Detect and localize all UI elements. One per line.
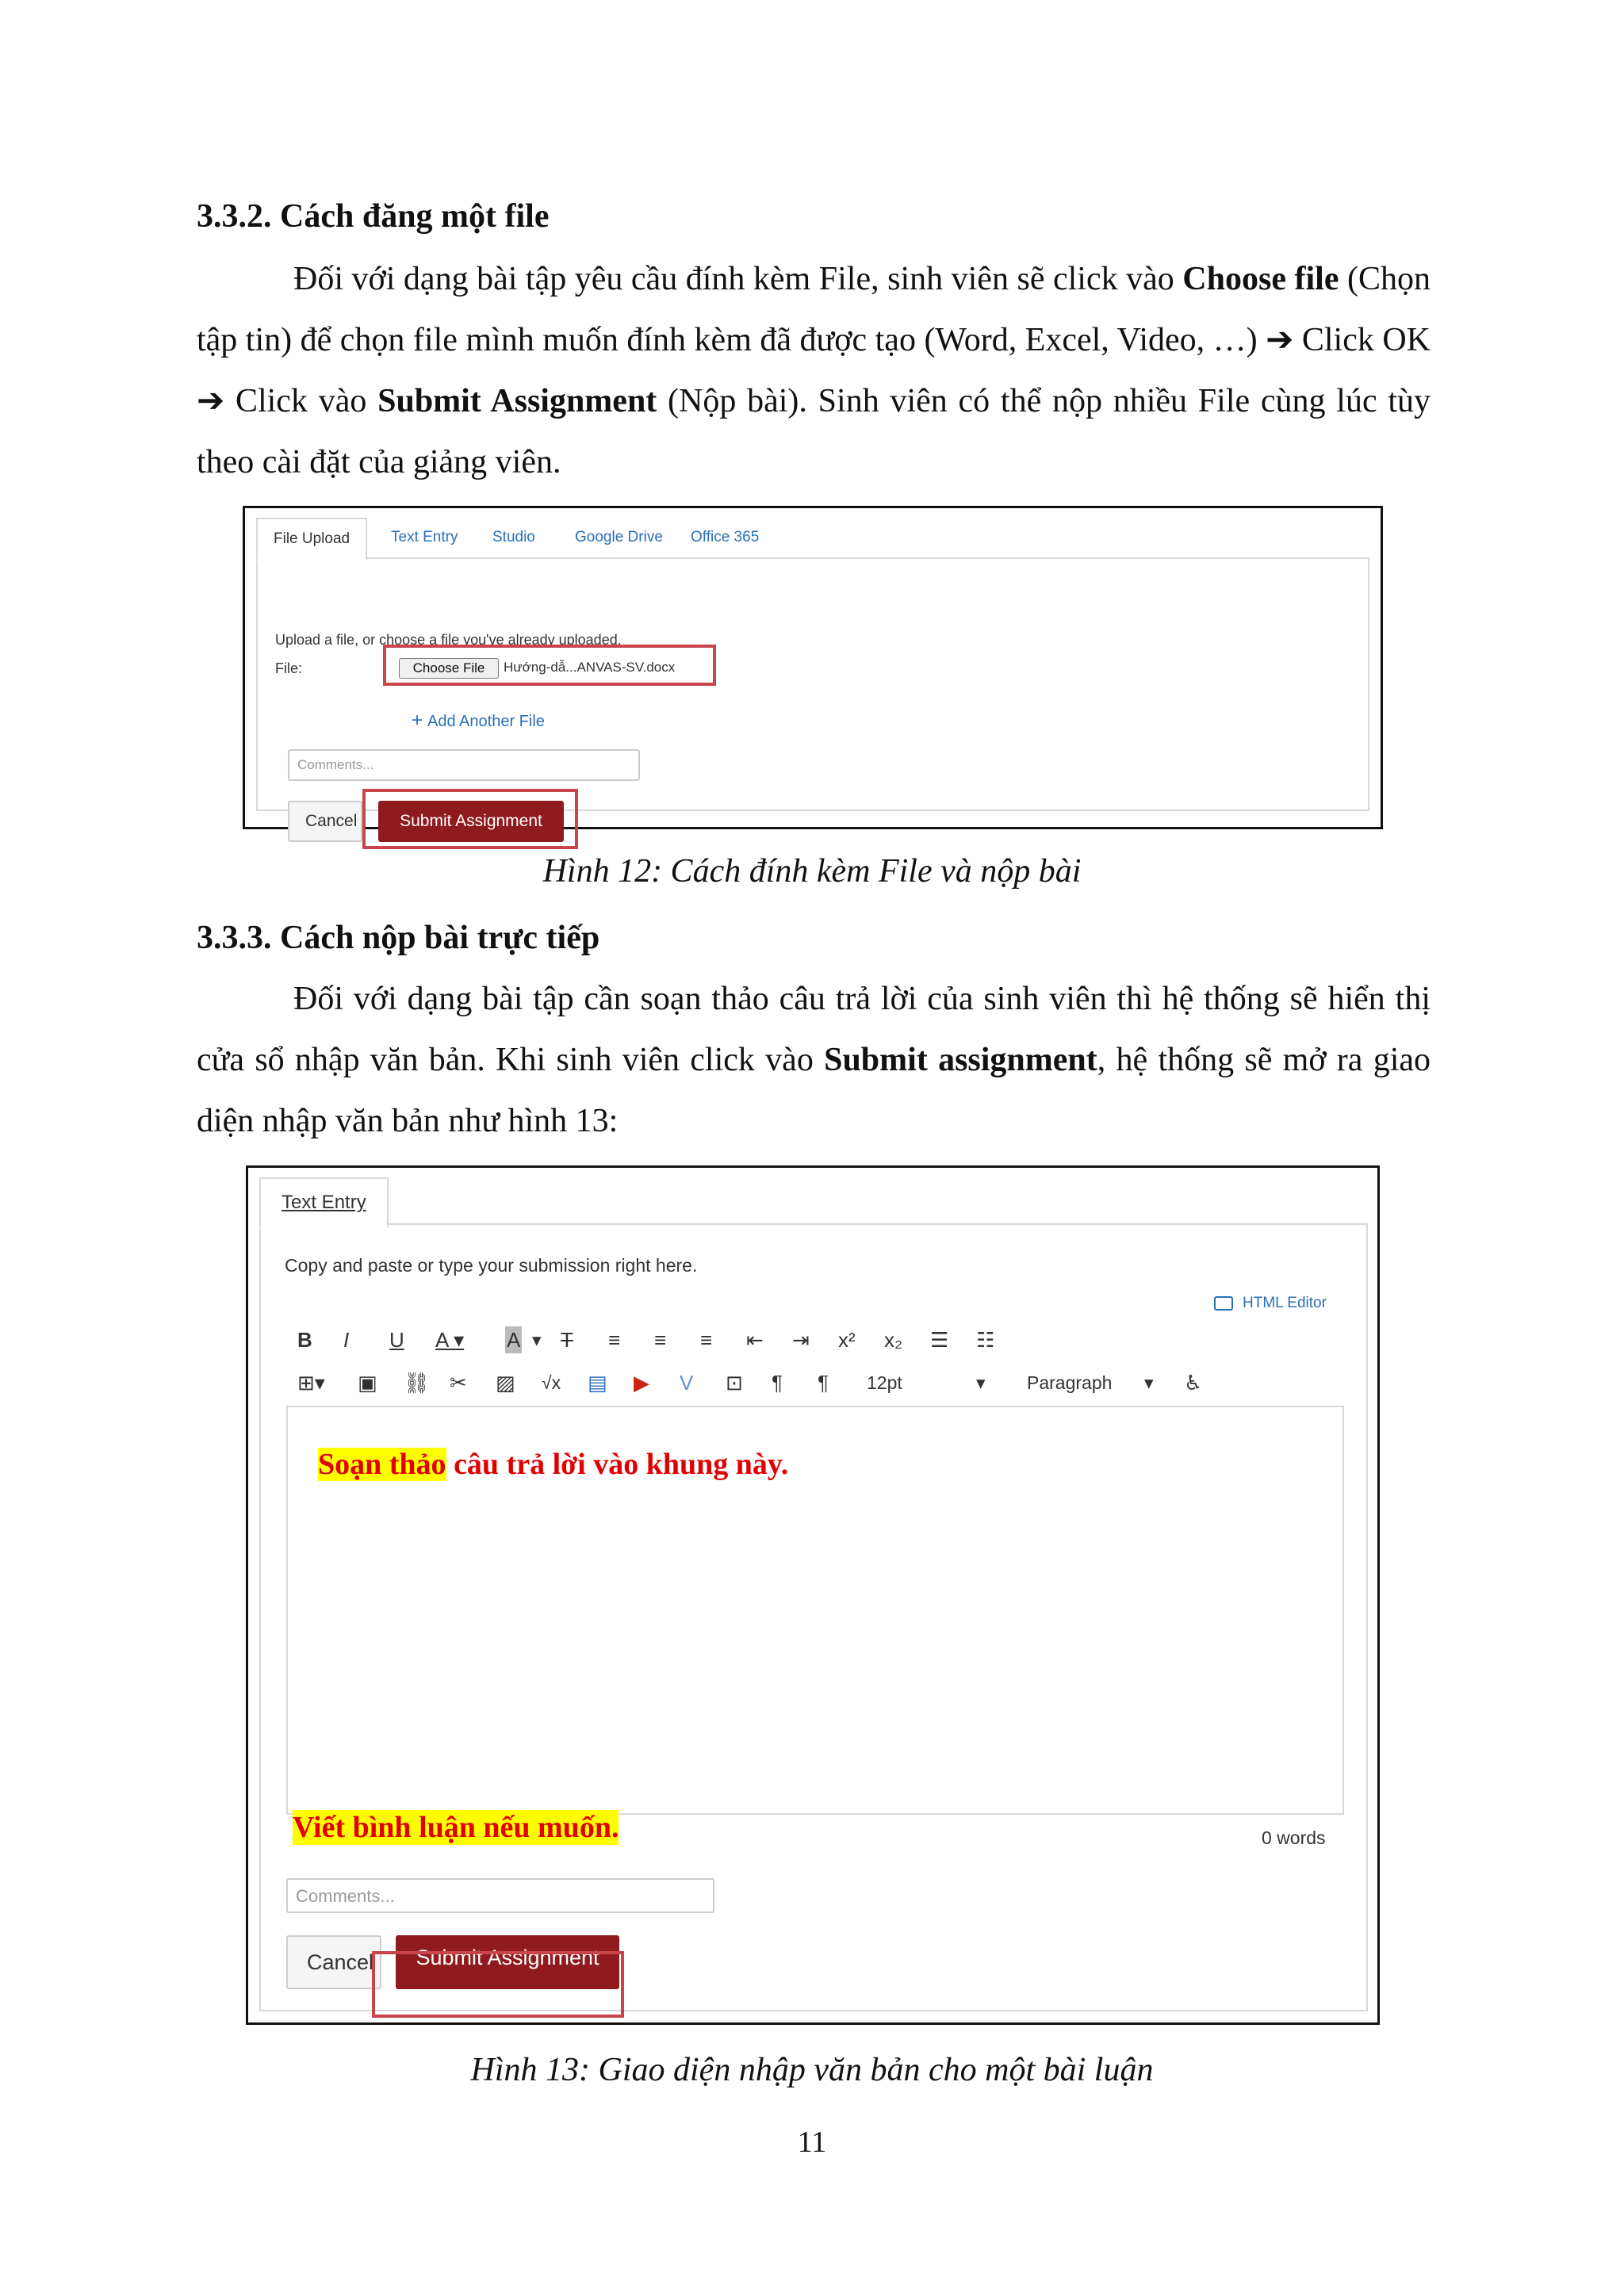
ltr-icon[interactable]: ¶ (772, 1371, 783, 1395)
arrow-icon: ➔ (197, 383, 225, 419)
comments-field[interactable]: Comments... (288, 749, 640, 781)
comment-annotation: Viết bình luận nếu muốn. (293, 1811, 619, 1844)
submit-highlight (372, 1951, 624, 2018)
chevron-down-icon[interactable]: ▾ (1144, 1372, 1154, 1393)
figure-13-caption: Hình 13: Giao diện nhập văn bản cho một bài luận (470, 2052, 1154, 2088)
bullet-list-icon[interactable]: ☰ (930, 1328, 949, 1352)
rtl-icon[interactable]: ¶ (818, 1371, 829, 1395)
vimeo-icon[interactable]: V (680, 1371, 694, 1395)
clear-formatting-icon[interactable]: T (561, 1328, 573, 1352)
tab-office-365[interactable]: Office 365 (691, 529, 760, 545)
image-icon[interactable]: ▨ (496, 1371, 515, 1395)
selected-file-name: Hướng-dẫ...ANVAS-SV.docx (504, 660, 676, 675)
keyboard-icon (1214, 1296, 1233, 1311)
equation-icon[interactable]: √x (542, 1372, 561, 1393)
align-right-icon[interactable]: ≡ (700, 1328, 713, 1352)
submission-instruction: Copy and paste or type your submission right here. (285, 1255, 698, 1276)
submit-highlight (362, 789, 578, 849)
align-center-icon[interactable]: ≡ (654, 1328, 667, 1352)
choose-file-button[interactable]: Choose File (399, 658, 499, 679)
section-heading-333: 3.3.3. Cách nộp bài trực tiếp (197, 920, 600, 956)
cancel-button[interactable]: Cancel (288, 801, 362, 842)
section-333-paragraph: Đối với dạng bài tập cần soạn thảo câu trả lời của sinh viên thì hệ thống sẽ hiển thị cửa sổ nhập văn bản. Khi sinh viên click vào Submit assignment, hệ thống sẽ mở ra giao diện nhập văn bản như hình 13: (197, 981, 1431, 1139)
link-icon[interactable]: ⛓ (404, 1371, 431, 1395)
add-another-file-link[interactable]: + Add Another File (412, 710, 545, 731)
underline-icon[interactable]: U (389, 1328, 404, 1352)
background-color-icon[interactable]: A (507, 1328, 521, 1352)
table-icon[interactable]: ⊞▾ (297, 1371, 325, 1395)
submit-assignment-button[interactable]: Submit Assignment (396, 1935, 619, 1989)
tab-text-entry[interactable]: Text Entry (259, 1177, 389, 1228)
answer-annotation: Soạn thảo câu trả lời vào khung này. (318, 1448, 789, 1481)
tab-text-entry[interactable]: Text Entry (391, 529, 458, 545)
italic-icon[interactable]: I (343, 1328, 350, 1352)
youtube-icon[interactable]: ▶ (634, 1371, 649, 1395)
section-332-paragraph: Đối với dạng bài tập yêu cầu đính kèm File, sinh viên sẽ click vào Choose file (Chọn tập tin) để chọn file mình muốn đính kèm đã được tạo (Word, Excel, Video, …) ➔ Click OK ➔ Click vào Submit Assignment (Nộp bài). Sinh viên có thể nộp nhiều File cùng lúc tùy theo cài đặt của giảng viên. (197, 261, 1431, 480)
tab-google-drive[interactable]: Google Drive (575, 529, 663, 545)
subscript-icon[interactable]: x₂ (884, 1328, 903, 1352)
font-size-select[interactable]: 12pt (867, 1372, 902, 1393)
comments-field[interactable]: Comments... (286, 1878, 714, 1913)
indent-icon[interactable]: ⇥ (792, 1328, 810, 1352)
unlink-icon[interactable]: ✂ (450, 1371, 467, 1395)
align-left-icon[interactable]: ≡ (608, 1328, 621, 1352)
section-heading-332: 3.3.2. Cách đăng một file (197, 198, 550, 235)
tab-file-upload[interactable]: File Upload (256, 518, 367, 561)
chevron-down-icon[interactable]: ▾ (976, 1372, 986, 1393)
upload-panel (256, 557, 1369, 830)
figure-12-caption: Hình 12: Cách đính kèm File và nộp bài (542, 853, 1082, 890)
choose-file-highlight (383, 645, 716, 686)
html-editor-link[interactable]: HTML Editor (1214, 1295, 1327, 1312)
embed-icon[interactable]: ▤ (588, 1371, 607, 1395)
accessibility-icon[interactable]: ♿ (1184, 1371, 1203, 1395)
numbered-list-icon[interactable]: ☷ (976, 1328, 995, 1352)
paragraph-format-select[interactable]: Paragraph (1027, 1372, 1113, 1393)
submit-assignment-button[interactable]: Submit Assignment (378, 801, 564, 842)
upload-instruction: Upload a file, or choose a file you've already uploaded. (275, 632, 622, 648)
tab-studio[interactable]: Studio (492, 529, 535, 545)
file-label: File: (275, 660, 303, 676)
figure-13-text-entry (246, 1165, 1380, 2025)
superscript-icon[interactable]: x² (838, 1328, 856, 1352)
media-icon[interactable]: ▣ (358, 1371, 377, 1395)
word-count: 0 words (1262, 1827, 1326, 1848)
arrow-icon: ➔ (1266, 322, 1294, 358)
plus-icon: + (412, 710, 423, 731)
chevron-down-icon[interactable]: ▾ (532, 1330, 542, 1350)
rich-text-editor[interactable] (286, 1406, 1344, 1815)
text-color-icon[interactable]: A ▾ (435, 1328, 465, 1352)
figure-12-file-upload (243, 506, 1383, 829)
cancel-button[interactable]: Cancel (286, 1935, 381, 1989)
record-media-icon[interactable]: ⊡ (726, 1371, 743, 1395)
outdent-icon[interactable]: ⇤ (746, 1328, 764, 1352)
page-number: 11 (797, 2126, 827, 2159)
bold-icon[interactable]: B (297, 1328, 312, 1352)
